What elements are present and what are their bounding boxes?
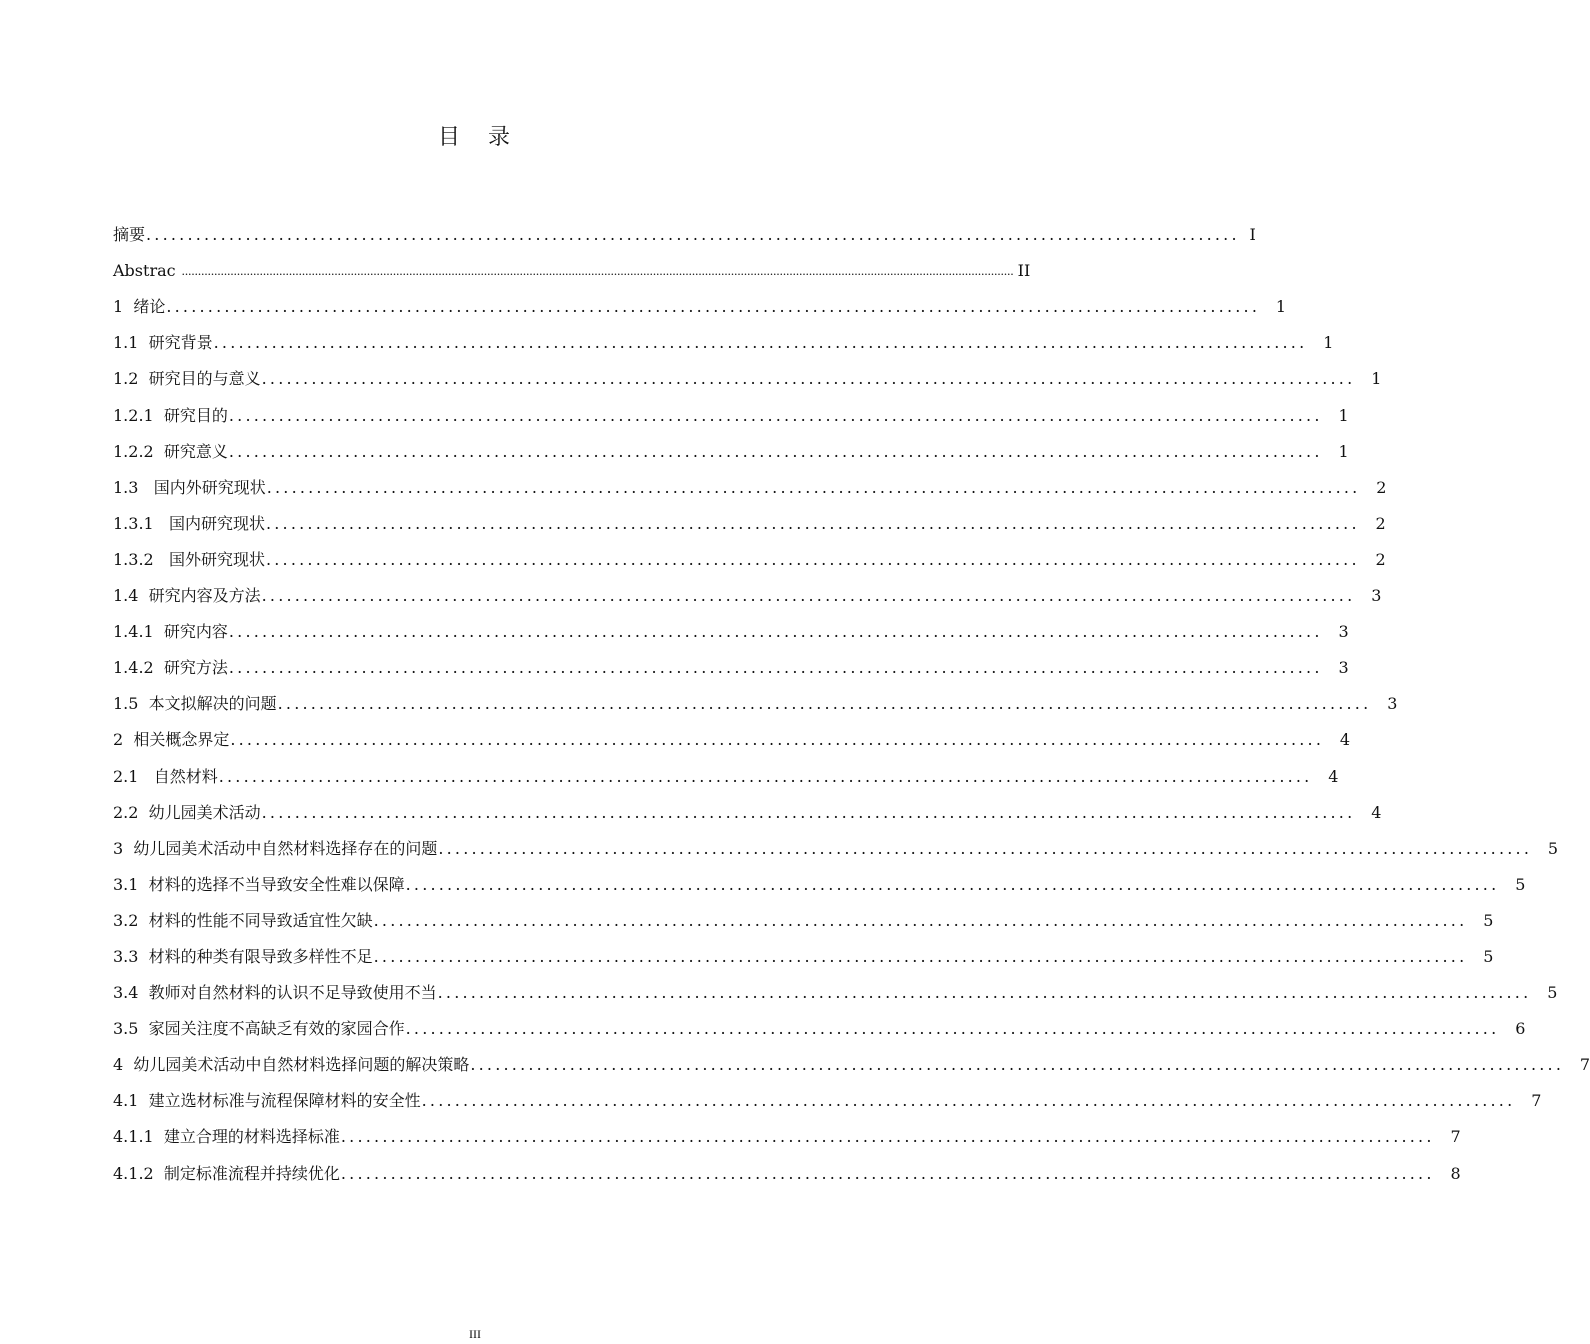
toc-entry-page: 7	[1450, 1127, 1461, 1147]
toc-entry[interactable]	[113, 353, 1382, 389]
toc-entry-label: 1.4.1 研究内容	[113, 622, 228, 642]
toc-leader-dots: ....................................................................................................................................	[166, 297, 1261, 317]
toc-leader-dots: ....................................................................................................................................	[437, 983, 1532, 1003]
toc-entry[interactable]	[113, 714, 1351, 750]
toc-entry[interactable]	[113, 1075, 1542, 1111]
toc-entry-label: 1.3.2 国外研究现状	[113, 549, 265, 569]
toc-entry-label: 1.4 研究内容及方法	[113, 586, 261, 606]
toc-entry-page: 1	[1371, 369, 1382, 389]
toc-entry[interactable]	[113, 534, 1386, 570]
toc-entry-page: 1	[1275, 297, 1287, 317]
toc-entry[interactable]	[113, 245, 1031, 281]
toc-leader-dots: ....................................................................................................................................	[266, 477, 1361, 497]
toc-entry-page: 1	[1338, 405, 1349, 425]
toc-entry[interactable]	[113, 462, 1387, 498]
toc-entry[interactable]	[113, 931, 1494, 967]
toc-entry-label: 3.1 材料的选择不当导致安全性难以保障	[113, 874, 405, 894]
toc-entry-page: 1	[1323, 333, 1334, 353]
toc-entry-page: 3	[1371, 586, 1382, 606]
toc-entry-page: 3	[1338, 622, 1349, 642]
toc-entry-page: 8	[1450, 1163, 1461, 1183]
toc-leader-dots: ....................................................................................................................................	[230, 730, 1325, 750]
toc-leader-dots: ....................................................................................................................................	[213, 333, 1308, 353]
toc-entry[interactable]	[113, 426, 1349, 462]
toc-entry-page: 3	[1387, 694, 1398, 714]
toc-entry-label: 2.2 幼儿园美术活动	[113, 802, 261, 822]
toc-entry-label: 3 幼儿园美术活动中自然材料选择存在的问题	[113, 838, 438, 858]
toc-entry-label: 4.1 建立选材标准与流程保障材料的安全性	[113, 1091, 421, 1111]
toc-entry-label: 3.2 材料的性能不同导致适宜性欠缺	[113, 910, 373, 930]
toc-entry[interactable]	[113, 1039, 1590, 1075]
page-number-footer: III	[469, 1327, 481, 1341]
toc-leader-dots: ................................................................................................................................................................................................................................................................	[181, 263, 1014, 279]
toc-entry-label: 1.2 研究目的与意义	[113, 369, 261, 389]
toc-leader-dots: ....................................................................................................................................	[373, 910, 1468, 930]
toc-entry[interactable]	[113, 787, 1382, 823]
toc-entry-page: 3	[1338, 658, 1349, 678]
toc-entry-label: 1 绪论	[113, 297, 166, 317]
toc-leader-dots: ....................................................................................................................................	[405, 874, 1500, 894]
toc-leader-dots: ....................................................................................................................................	[228, 622, 1323, 642]
toc-entry[interactable]	[113, 1147, 1461, 1183]
toc-leader-dots: ....................................................................................................................................	[405, 1019, 1500, 1039]
toc-entry[interactable]	[113, 498, 1386, 534]
toc-entry-label: 1.1 研究背景	[113, 333, 213, 353]
toc-entry-label: 3.5 家园关注度不高缺乏有效的家园合作	[113, 1019, 405, 1039]
toc-entry[interactable]	[113, 317, 1334, 353]
toc-leader-dots: ....................................................................................................................................	[340, 1163, 1435, 1183]
toc-title-left: 目	[437, 125, 462, 150]
toc-entry-page: 2	[1376, 477, 1387, 497]
toc-entry-label: 3.3 材料的种类有限导致多样性不足	[113, 946, 373, 966]
toc-entry[interactable]	[113, 570, 1382, 606]
toc-entry-label: 1.2.2 研究意义	[113, 441, 228, 461]
toc-entry-label: 1.4.2 研究方法	[113, 658, 228, 678]
toc-leader-dots: ....................................................................................................................................	[265, 549, 1360, 569]
toc-entry-label: 1.5 本文拟解决的问题	[113, 694, 277, 714]
toc-entry-label: 1.3.1 国内研究现状	[113, 513, 265, 533]
toc-leader-dots: ....................................................................................................................................	[228, 658, 1323, 678]
toc-leader-dots: ....................................................................................................................................	[277, 694, 1372, 714]
toc-leader-dots: ....................................................................................................................................	[218, 766, 1313, 786]
toc-entry-page: 5	[1483, 946, 1494, 966]
toc-entry-page: 1	[1338, 441, 1349, 461]
toc-entry-label: 4 幼儿园美术活动中自然材料选择问题的解决策略	[113, 1055, 470, 1075]
toc-entry-page: 4	[1371, 802, 1382, 822]
toc-entry-page: 6	[1515, 1019, 1526, 1039]
toc-entry-label: 3.4 教师对自然材料的认识不足导致使用不当	[113, 983, 437, 1003]
toc-entry[interactable]	[113, 895, 1494, 931]
toc-leader-dots: ....................................................................................................................................	[146, 225, 1240, 245]
toc-entry[interactable]	[113, 389, 1349, 425]
toc-entry[interactable]	[113, 1003, 1526, 1039]
toc-entry[interactable]	[113, 209, 1256, 245]
toc-entry-label: 4.1.2 制定标准流程并持续优化	[113, 1163, 340, 1183]
toc-leader-dots: ....................................................................................................................................	[421, 1091, 1516, 1111]
toc-entry-page: 4	[1328, 766, 1339, 786]
toc-entry-label: 2.1 自然材料	[113, 766, 218, 786]
toc-entry[interactable]	[113, 967, 1558, 1003]
toc-entry[interactable]	[113, 750, 1339, 786]
toc-entry[interactable]	[113, 823, 1559, 859]
toc-leader-dots: ....................................................................................................................................	[340, 1127, 1435, 1147]
toc-entry-page: 5	[1515, 874, 1526, 894]
toc-entry-page: 2	[1375, 549, 1386, 569]
toc-leader-dots: ....................................................................................................................................	[373, 946, 1468, 966]
toc-leader-dots: ....................................................................................................................................	[228, 441, 1323, 461]
toc-entry-page: 5	[1547, 838, 1559, 858]
toc-leader-dots: ....................................................................................................................................	[438, 838, 1533, 858]
toc-entry-page: 7	[1579, 1055, 1590, 1075]
toc-leader-dots: ....................................................................................................................................	[470, 1055, 1565, 1075]
toc-title-right: 录	[488, 125, 513, 150]
toc-entry[interactable]	[113, 281, 1287, 317]
toc-entry[interactable]	[113, 678, 1398, 714]
toc-entry[interactable]	[113, 642, 1349, 678]
toc-leader-dots: ....................................................................................................................................	[265, 513, 1360, 533]
toc-entry-label: 摘要	[113, 225, 146, 245]
toc-leader-dots: ....................................................................................................................................	[228, 405, 1323, 425]
toc-entry[interactable]	[113, 606, 1349, 642]
toc-entry-label: 4.1.1 建立合理的材料选择标准	[113, 1127, 340, 1147]
toc-entry-label: Abstrac	[113, 261, 181, 281]
toc-entry-label: 2 相关概念界定	[113, 730, 230, 750]
toc-entry-label: 1.3 国内外研究现状	[113, 477, 266, 497]
toc-leader-dots: ....................................................................................................................................	[261, 802, 1356, 822]
toc-entry-page: 5	[1483, 910, 1494, 930]
toc-entry[interactable]	[113, 1111, 1461, 1147]
toc-entry-label: 1.2.1 研究目的	[113, 405, 228, 425]
toc-entry[interactable]	[113, 859, 1526, 895]
toc-entry-page: II	[1017, 261, 1031, 281]
toc-entry-page: 5	[1547, 983, 1558, 1003]
toc-title	[0, 120, 950, 151]
toc-entry-page: 7	[1531, 1091, 1542, 1111]
toc-leader-dots: ....................................................................................................................................	[261, 369, 1356, 389]
toc-entry-page: I	[1249, 225, 1256, 245]
toc-entry-page: 4	[1339, 730, 1351, 750]
table-of-contents	[113, 209, 1590, 1184]
toc-leader-dots: ....................................................................................................................................	[261, 586, 1356, 606]
toc-entry-page: 2	[1375, 513, 1386, 533]
